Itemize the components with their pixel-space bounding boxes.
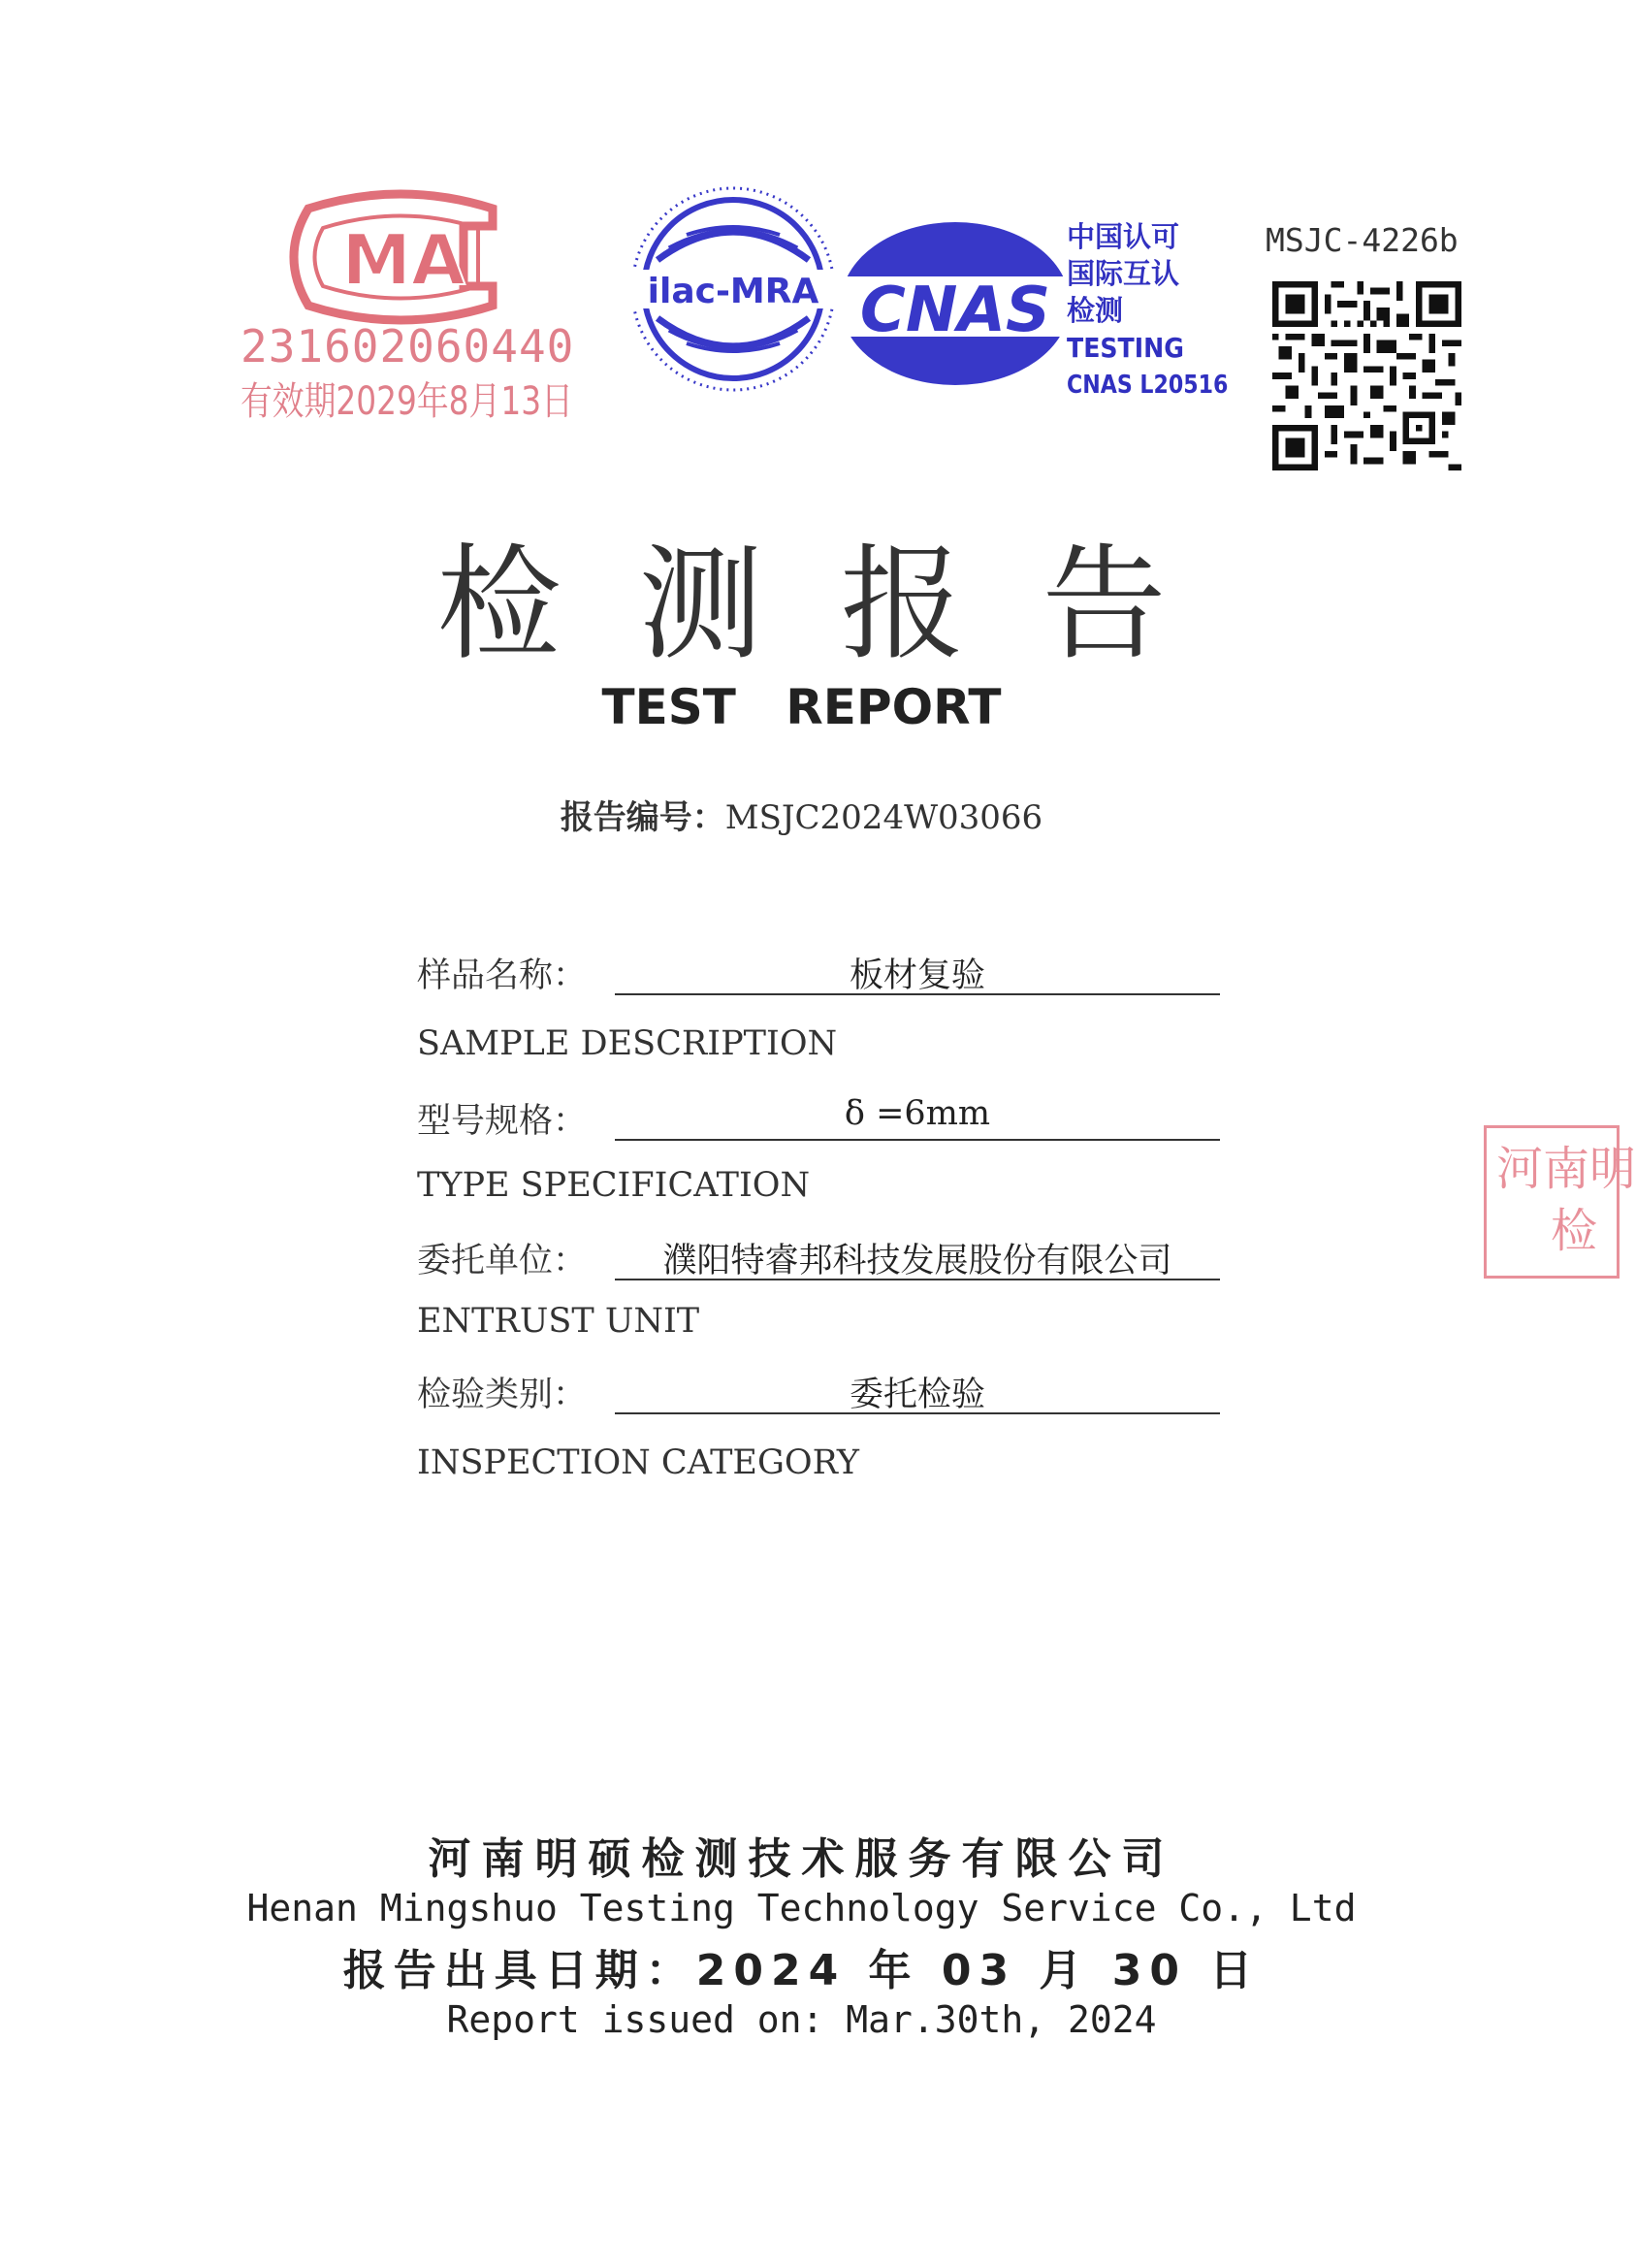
- cma-logo-icon: [270, 189, 531, 325]
- cnas-mark: [834, 199, 1241, 422]
- edge-seal-stamp: [1484, 1125, 1636, 1279]
- report-title-cn: 检测报告: [436, 533, 1244, 677]
- entrust-unit-underline: [615, 1279, 1220, 1280]
- type-spec-label: 型号规格：: [417, 1102, 588, 1141]
- report-number-label: 报告编号：: [560, 798, 725, 837]
- issue-date-cn: 报告出具日期：2024 年 03 月 30 日: [342, 1946, 1261, 1995]
- report-number: [0, 791, 1603, 838]
- cma-number: 231602060440: [241, 320, 575, 373]
- cnas-logo-text: CNAS: [859, 275, 1051, 346]
- edge-stamp-line-2: 检: [1551, 1204, 1598, 1258]
- cnas-side-cn-1: 中国认可: [1067, 220, 1180, 253]
- entrust-unit-value: 濮阳特睿邦科技发展股份有限公司: [662, 1242, 1172, 1280]
- type-spec-underline: [615, 1139, 1220, 1141]
- cnas-side-en-1: TESTING: [1067, 332, 1184, 364]
- inspection-category-label-en: INSPECTION CATEGORY: [417, 1443, 859, 1482]
- type-spec-value: δ =6mm: [844, 1094, 991, 1133]
- cnas-side-cn-2: 国际互认: [1067, 257, 1180, 290]
- issue-date-en: Report issued on: Mar.30th, 2024: [446, 1998, 1157, 2041]
- report-number-value: MSJC2024W03066: [724, 798, 1043, 837]
- qr-code-icon: [1272, 281, 1461, 470]
- ilac-mra-logo-icon: [628, 184, 838, 394]
- inspection-category-value: 委托检验: [849, 1376, 985, 1414]
- cnas-side-en-2: CNAS L20516: [1067, 371, 1229, 400]
- company-name-en: Henan Mingshuo Testing Technology Service Co., Ltd: [246, 1887, 1357, 1929]
- cnas-side-cn-3: 检测: [1067, 294, 1124, 327]
- document-code: MSJC-4226b: [1266, 221, 1459, 259]
- sample-name-label: 样品名称：: [417, 956, 588, 995]
- sample-name-underline: [615, 993, 1220, 995]
- cma-logo-text: MA: [341, 219, 465, 301]
- edge-stamp-line-1: 河南明: [1496, 1142, 1636, 1196]
- inspection-category-underline: [615, 1412, 1220, 1414]
- cnas-logo-icon: [834, 216, 1076, 391]
- entrust-unit-label: 委托单位：: [417, 1242, 588, 1280]
- sample-name-label-en: SAMPLE DESCRIPTION: [417, 1024, 838, 1063]
- company-name-cn: 河南明硕检测技术服务有限公司: [428, 1834, 1175, 1884]
- cma-stamp: [241, 184, 575, 427]
- cma-validity: 有效期2029年8月13日: [241, 379, 573, 424]
- type-spec-label-en: TYPE SPECIFICATION: [417, 1166, 811, 1205]
- report-title-en: TEST REPORT: [601, 679, 1002, 735]
- sample-name-value: 板材复验: [849, 956, 985, 995]
- entrust-unit-label-en: ENTRUST UNIT: [417, 1302, 700, 1341]
- ilac-logo-text: ilac-MRA: [647, 272, 819, 311]
- inspection-category-label: 检验类别：: [417, 1376, 588, 1414]
